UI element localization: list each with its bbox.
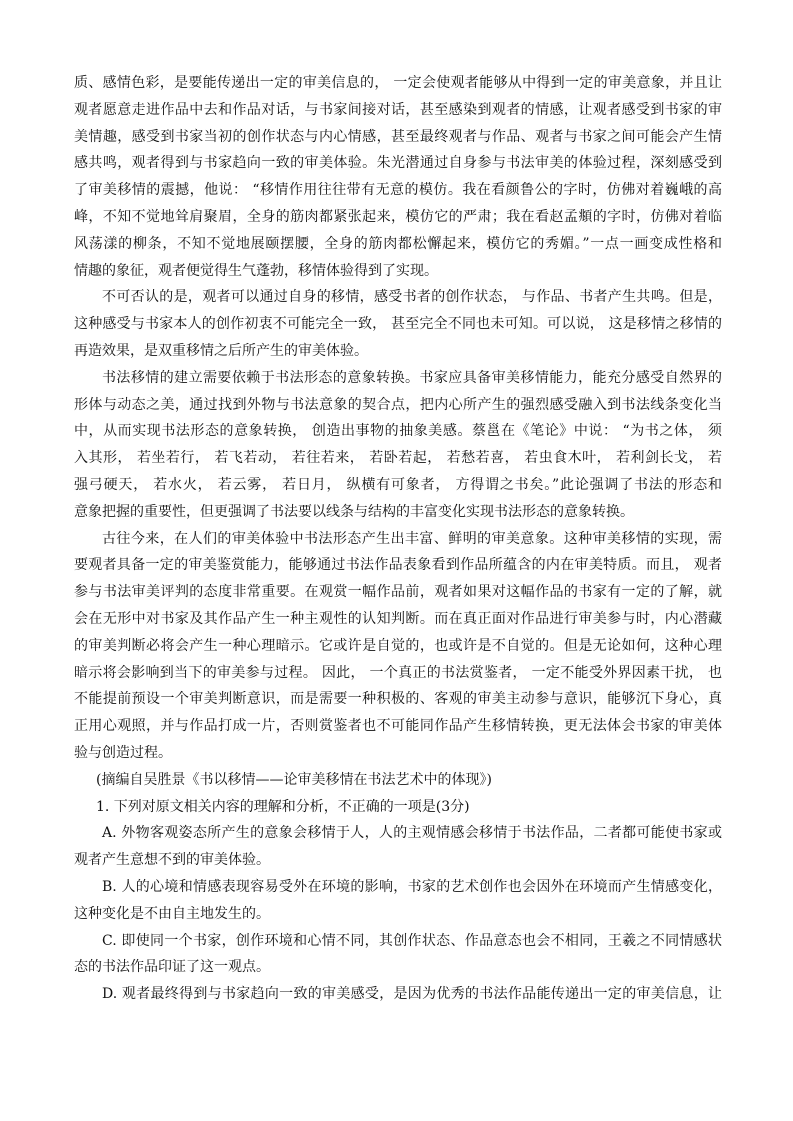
text-line: 感共鸣，观者得到与书家趋向一致的审美体验。朱光潜通过自身参与书法审美的体验过程，深刻感受到 [74,155,722,172]
question-1 [74,794,722,1008]
text-line: 中，从而实现书法形态的意象转换， 创造出事物的抽象美感。蔡邕在《笔论》中说： “为书之体， 须 [74,423,722,440]
source-citation: (摘编自吴胜景《书以移情——论审美移情在书法艺术中的体现》) [96,771,492,788]
text-line: 形体与动态之美，通过找到外物与书法意象的契合点，把内心所产生的强烈感受融入到书法线条变化当 [74,396,722,413]
text-line: 正用心观照，并与作品打成一片，否则赏鉴者也不可能同作品产生移情转换，更无法体会书家的审美体 [74,718,722,735]
text-line: 不可否认的是，观者可以通过自身的移情，感受书者的创作状态， 与作品、书者产生共鸣。但是， [102,289,722,306]
text-line: 暗示将会影响到当下的审美参与过程。 因此， 一个真正的书法赏鉴者， 一定不能受外界因素干扰， 也 [74,664,722,681]
text-line: 不能提前预设一个审美判断意识，而是需要一种积极的、客观的审美主动参与意识，能够沉下身心，真 [74,691,722,708]
text-line: 强弓硬天， 若水火， 若云雾， 若日月， 纵横有可象者， 方得谓之书矣。”此论强调了书法的形态和 [74,476,722,493]
option-text-line: B. 人的心境和情感表现容易受外在环境的影响，书家的艺术创作也会因外在环境而产生情感变化， [102,878,722,895]
text-line: 入其形， 若坐若行， 若飞若动， 若往若来， 若卧若起， 若愁若喜， 若虫食木叶， 若利剑长戈， 若 [74,450,722,467]
text-line: 古往今来，在人们的审美体验中书法形态产生出丰富、鲜明的审美意象。这种审美移情的实现，需 [102,530,722,547]
text-line: 这种感受与书家本人的创作初衷不可能完全一致， 甚至完全不同也未可知。可以说， 这是移情之移情的 [74,316,722,333]
paragraph-2 [74,284,722,364]
document-page [74,70,722,1008]
text-line: 风荡漾的柳条，不知不觉地展颐摆腰，全身的筋肉都松懈起来，模仿它的秀媚。”一点一画变成性格和 [74,235,722,252]
option-a [74,820,722,874]
text-line: 书法移情的建立需要依赖于书法形态的意象转换。书家应具备审美移情能力，能充分感受自然界的 [102,369,722,386]
text-line: 美情趣，感受到书家当初的创作状态与内心情感，甚至最终观者与作品、观者与书家之间可能会产生情 [74,128,722,145]
paragraph-3 [74,365,722,526]
option-text-line: 这种变化是不由自主地发生的。 [74,905,270,922]
text-line: 的审美判断必将会产生一种心理暗示。它或许是自觉的，也或许是不自觉的。但是无论如何，这种心理 [74,637,722,654]
text-line: 质、感情色彩，是要能传递出一定的审美信息的， 一定会使观者能够从中得到一定的审美意象，并且让 [74,75,722,91]
option-c [74,928,722,982]
text-line: 了审美移情的震撼，他说： “移情作用往往带有无意的模仿。我在看颜鲁公的字时，仿佛对着巍峨的高 [74,182,722,199]
text-line: 再造效果，是双重移情之后所产生的审美体验。 [74,342,368,359]
option-text-line: C. 即使同一个书家，创作环境和心情不同，其创作状态、作品意态也会不相同，王羲之不同情感状 [102,932,722,949]
text-line: 参与书法审美评判的态度非常重要。在观赏一幅作品前，观者如果对这幅作品的书家有一定的了解，就 [74,584,722,601]
option-text-line: 观者产生意想不到的审美体验。 [74,852,270,869]
option-text-line: 态的书法作品印证了这一观点。 [74,959,270,976]
option-b [74,874,722,928]
text-line: 会在无形中对书家及其作品产生一种主观性的认知判断。而在真正面对作品进行审美参与时，内心潜藏 [74,610,722,627]
paragraph-1 [74,70,722,284]
question-stem: 1. 下列对原文相关内容的理解和分析，不正确的一项是(3分) [96,798,470,815]
text-line: 意象把握的重要性，但更强调了书法要以线条与结构的丰富变化实现书法形态的意象转换。 [74,503,634,520]
option-text-line: D. 观者最终得到与书家趋向一致的审美感受，是因为优秀的书法作品能传递出一定的审美信息，让 [102,986,722,1003]
text-line: 验与创造过程。 [74,744,172,761]
paragraph-4 [74,526,722,767]
text-line: 情趣的象征，观者便觉得生气蓬勃，移情体验得到了实现。 [74,262,438,279]
text-line: 要观者具备一定的审美鉴赏能力，能够通过书法作品表象看到作品所蕴含的内在审美特质。而且， 观者 [74,557,722,574]
text-line: 峰，不知不觉地耸肩聚眉，全身的筋肉都紧张起来，模仿它的严肃；我在看赵孟頫的字时，仿佛对着临 [74,208,722,225]
text-line: 观者愿意走进作品中去和作品对话，与书家间接对话，甚至感染到观者的情感，让观者感受到书家的审 [74,101,722,118]
option-d [74,981,722,1008]
option-text-line: A. 外物客观姿态所产生的意象会移情于人，人的主观情感会移情于书法作品，二者都可能使书家或 [102,825,722,842]
